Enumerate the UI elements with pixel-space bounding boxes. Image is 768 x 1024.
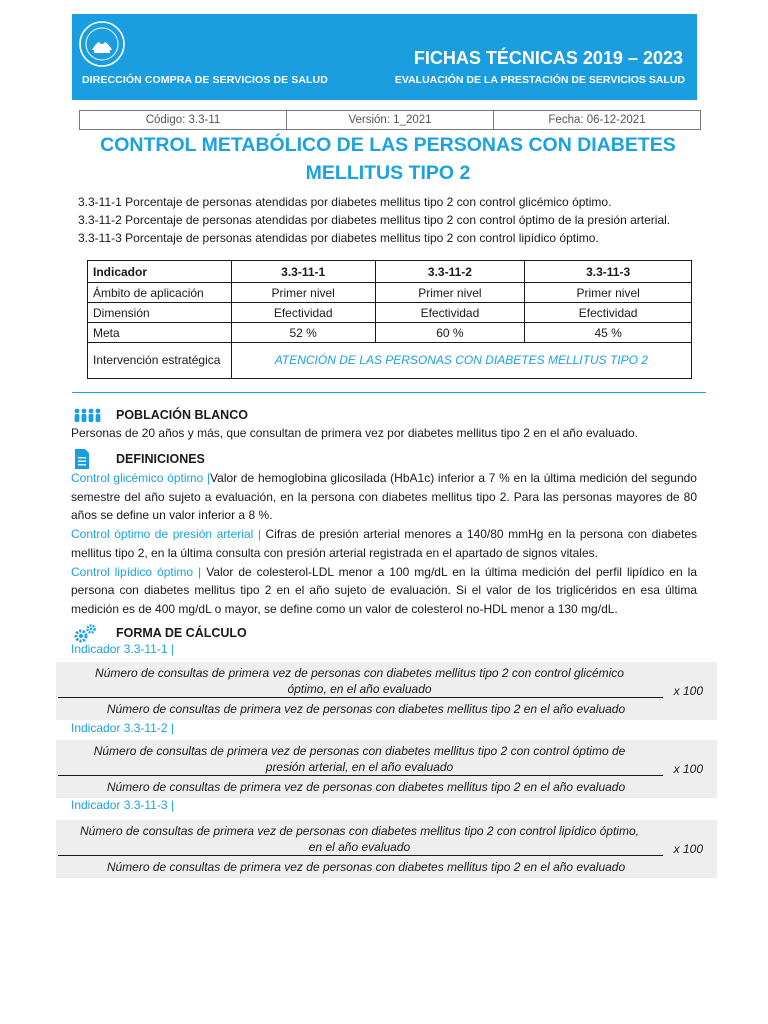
strategic-intervention: ATENCIÓN DE LAS PERSONAS CON DIABETES MELLITUS TIPO 2 bbox=[231, 343, 691, 379]
formula-block bbox=[56, 740, 717, 798]
formula-label: Indicador 3.3-11-2 | bbox=[71, 721, 174, 735]
table-row bbox=[88, 303, 692, 323]
meta-date: Fecha: 06-12-2021 bbox=[493, 111, 700, 129]
section-title: FORMA DE CÁLCULO bbox=[116, 626, 247, 640]
table-header-cell: 3.3-11-2 bbox=[375, 261, 525, 283]
table-cell: 60 % bbox=[375, 323, 525, 343]
gears-icon bbox=[72, 623, 102, 643]
title-line-1: CONTROL METABÓLICO DE LAS PERSONAS CON DIABETES bbox=[100, 134, 676, 156]
table-header-cell: Indicador bbox=[88, 261, 232, 283]
definition-text: Valor de hemoglobina glicosilada (HbA1c) inferior a 7 % en la última medición del segundo semestre del año sujeto a evaluación, en la persona con diabetes mellitus tipo 2. Para las personas mayores de 80 años se define un valor inferior a 8 %. bbox=[71, 471, 697, 523]
numerator-line: óptimo, en el año evaluado bbox=[287, 681, 432, 696]
formula-numerator bbox=[56, 666, 663, 697]
table-row bbox=[88, 283, 692, 303]
formula-denominator: Número de consultas de primera vez de personas con diabetes mellitus tipo 2 en el año evaluado bbox=[106, 860, 626, 874]
header-title: FICHAS TÉCNICAS 2019 – 2023 bbox=[413, 48, 683, 68]
definition-item bbox=[71, 469, 697, 525]
formula-label: Indicador 3.3-11-1 | bbox=[71, 642, 174, 656]
document-icon bbox=[72, 449, 102, 469]
document-meta bbox=[79, 110, 701, 130]
meta-version: Versión: 1_2021 bbox=[286, 111, 493, 129]
document-title bbox=[90, 131, 686, 187]
table-cell: Efectividad bbox=[375, 303, 525, 323]
section-heading-calculo bbox=[72, 623, 247, 643]
table-header-cell: 3.3-11-1 bbox=[231, 261, 375, 283]
header-subtitle: EVALUACIÓN DE LA PRESTACIÓN DE SERVICIOS SALUD bbox=[394, 74, 685, 86]
formula-numerator bbox=[56, 744, 663, 775]
people-group-icon bbox=[72, 405, 102, 425]
section-divider bbox=[72, 392, 706, 393]
meta-code: Código: 3.3-11 bbox=[145, 114, 221, 126]
section-heading-definiciones bbox=[72, 449, 205, 469]
table-cell: 45 % bbox=[525, 323, 692, 343]
table-header-row bbox=[88, 261, 692, 283]
section-title: POBLACIÓN BLANCO bbox=[116, 408, 248, 422]
numerator-line: en el año evaluado bbox=[308, 839, 411, 854]
definition-term: Control óptimo de presión arterial | bbox=[71, 527, 261, 542]
section-title: DEFINICIONES bbox=[116, 452, 205, 466]
definition-text: Valor de colesterol-LDL menor a 100 mg/dL en la última medición del perfil lipídico en la persona con diabetes mellitus tipo 2 en el año sujeto de evaluación. Si el valor de los triglicéridos en esa última medición es de 400 mg/dL o mayor, se define como un valor de colesterol no-HDL menor a 130 mg/dL. bbox=[71, 564, 697, 616]
department-name: DIRECCIÓN COMPRA DE SERVICIOS DE SALUD bbox=[82, 74, 328, 86]
formula-label: Indicador 3.3-11-3 | bbox=[71, 798, 174, 812]
fraction-bar bbox=[58, 855, 663, 856]
definition-item bbox=[71, 525, 697, 562]
header-banner bbox=[72, 14, 697, 100]
numerator-line: Número de consultas de primera vez de personas con diabetes mellitus tipo 2 con control lipídico óptimo, bbox=[80, 824, 639, 838]
numerator-line: presión arterial, en el año evaluado bbox=[265, 759, 454, 774]
formula-block bbox=[56, 820, 717, 878]
row-label: Meta bbox=[88, 323, 232, 343]
formula-denominator: Número de consultas de primera vez de personas con diabetes mellitus tipo 2 en el año evaluado bbox=[106, 702, 626, 716]
indicator-table bbox=[87, 260, 692, 379]
row-label: Dimensión bbox=[88, 303, 232, 323]
formula-block bbox=[56, 662, 717, 720]
formula-multiplier: x 100 bbox=[673, 842, 703, 856]
indicator-line: 3.3-11-3 Porcentaje de personas atendidas por diabetes mellitus tipo 2 con control lipídico óptimo. bbox=[78, 231, 599, 245]
table-cell: Primer nivel bbox=[375, 283, 525, 303]
formula-multiplier: x 100 bbox=[673, 684, 703, 698]
table-cell: Primer nivel bbox=[525, 283, 692, 303]
row-label: Ámbito de aplicación bbox=[88, 283, 232, 303]
table-row bbox=[88, 323, 692, 343]
fraction-bar bbox=[58, 775, 663, 776]
fraction-bar bbox=[58, 697, 663, 698]
table-cell: Efectividad bbox=[525, 303, 692, 323]
poblacion-text: Personas de 20 años y más, que consultan de primera vez por diabetes mellitus tipo 2 en el año evaluado. bbox=[71, 426, 639, 440]
definition-item bbox=[71, 563, 697, 619]
title-line-2: MELLITUS TIPO 2 bbox=[305, 162, 471, 184]
table-header-cell: 3.3-11-3 bbox=[525, 261, 692, 283]
formula-denominator: Número de consultas de primera vez de personas con diabetes mellitus tipo 2 en el año evaluado bbox=[106, 780, 626, 794]
definiciones-block bbox=[71, 469, 697, 619]
definition-text: Cifras de presión arterial menores a 140/80 mmHg en la persona con diabetes mellitus tipo 2, en la última consulta con presión arterial registrada en el apartado de signos vitales. bbox=[71, 527, 697, 560]
numerator-line: Número de consultas de primera vez de personas con diabetes mellitus tipo 2 con control óptimo de bbox=[93, 744, 626, 758]
row-label: Intervención estratégica bbox=[88, 343, 232, 379]
section-heading-poblacion bbox=[72, 405, 248, 425]
formula-multiplier: x 100 bbox=[673, 762, 703, 776]
table-cell: 52 % bbox=[231, 323, 375, 343]
table-row bbox=[88, 343, 692, 379]
table-cell: Primer nivel bbox=[231, 283, 375, 303]
seguro-social-seal-icon bbox=[78, 20, 126, 68]
indicator-line: 3.3-11-1 Porcentaje de personas atendidas por diabetes mellitus tipo 2 con control glicémico óptimo. bbox=[78, 195, 612, 209]
table-cell: Efectividad bbox=[231, 303, 375, 323]
definition-term: Control lipídico óptimo | bbox=[71, 564, 202, 579]
numerator-line: Número de consultas de primera vez de personas con diabetes mellitus tipo 2 con control glicémico bbox=[95, 666, 624, 680]
indicator-list bbox=[78, 193, 670, 247]
formula-numerator bbox=[56, 824, 663, 855]
definition-term: Control glicémico óptimo | bbox=[71, 471, 211, 485]
indicator-line: 3.3-11-2 Porcentaje de personas atendidas por diabetes mellitus tipo 2 con control óptimo de la presión arterial. bbox=[78, 213, 671, 227]
